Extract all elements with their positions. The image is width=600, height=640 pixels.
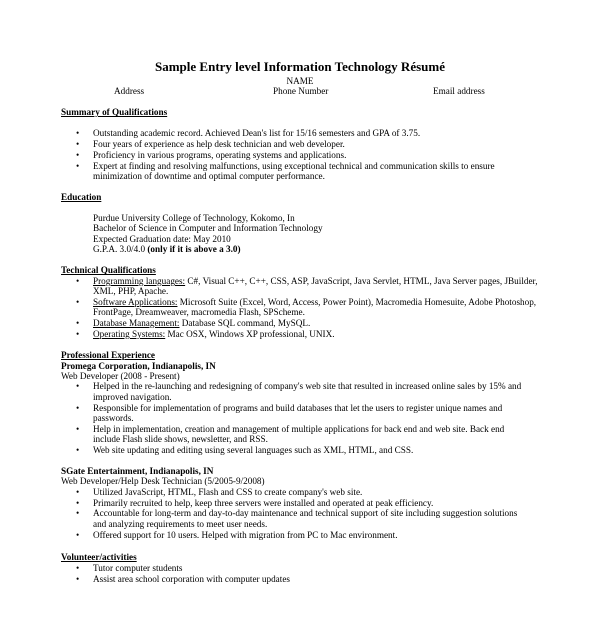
candidate-name: NAME [286,76,314,86]
software-value: Microsoft Suite (Excel, Word, Access, Power Point), Macromedia Homesuite, Adobe Photoshop, [177,297,537,307]
education-degree: Bachelor of Science in Computer and Information Technology [93,223,323,233]
summary-item: • Proficiency in various programs, operating systems and applications. [93,150,346,161]
gpa-text [93,244,241,254]
os-label: Operating Systems: [93,329,166,339]
job2-item: • Offered support for 10 users. Helped with migration from PC to Mac environment. [93,530,398,541]
job1-title: Web Developer (2008 - Present) [61,371,180,381]
summary-item-continued: minimization of downtime and optimal computer performance. [93,171,325,181]
gpa-value: G.P.A. 3.0/4.0 [93,244,148,254]
job1-company: Promega Corporation, Indianapolis, IN [61,361,216,371]
address-field: Address [114,86,145,96]
job2-item: • Primarily recruited to help, keep three servers were installed and operated at peak efficiency. [93,498,433,509]
job1-item-continued: passwords. [93,413,134,423]
job2-item-continued: and analyzing requirements to meet user needs. [93,519,268,529]
technical-heading: Technical Qualifications [61,265,156,275]
os-value: Mac OSX, Windows XP professional, UNIX. [165,329,335,339]
job1-item: • Help in implementation, creation and management of multiple applications for back end and web site. Back end [93,424,504,435]
email-field: Email address [433,86,485,96]
job2-title: Web Developer/Help Desk Technician (5/2005-9/2008) [61,476,265,486]
database-label: Database Management: [93,318,180,328]
software-label: Software Applications: [93,297,178,307]
tech-item-database [93,318,310,329]
tech-item-os [93,329,335,340]
education-graduation: Expected Graduation date: May 2010 [93,234,231,244]
education-gpa [93,244,241,255]
job2-item: • Utilized JavaScript, HTML, Flash and CSS to create company's web site. [93,487,362,498]
experience-heading: Professional Experience [61,350,155,360]
programming-label: Programming languages: [93,276,186,286]
volunteer-heading: Volunteer/activities [61,552,137,562]
gpa-note: (only if it is above a 3.0) [147,244,241,254]
volunteer-item: • Tutor computer students [93,563,183,574]
summary-item: • Expert at finding and resolving malfunctions, using exceptional technical and communication skills to ensure [93,161,495,172]
summary-item: • Four years of experience as help desk technician and web developer. [93,139,345,150]
database-value: Database SQL command, MySQL. [179,318,311,328]
phone-field: Phone Number [273,86,329,96]
education-heading: Education [61,192,102,202]
programming-value-continued: XML, PHP, Apache. [93,286,169,296]
summary-heading: Summary of Qualifications [61,107,168,117]
programming-value: C#, Visual C++, C++, CSS, ASP, JavaScript, Java Servlet, HTML, Java Server pages, JBuilder, [185,276,538,286]
job1-item: • Helped in the re-launching and redesigning of company's web site that resulted in increased online sales by 15% and [93,381,521,392]
software-value-continued: FrontPage, Dreamweaver, macromedia Flash, SPScheme. [93,307,305,317]
tech-item-programming [93,276,538,287]
job2-company: SGate Entertainment, Indianapolis, IN [61,466,214,476]
job1-item-continued: improved navigation. [93,392,172,402]
resume-title: Sample Entry level Information Technology Résumé [155,59,445,74]
volunteer-item: • Assist area school corporation with computer updates [93,574,290,585]
job1-item: • Web site updating and editing using several languages such as XML, HTML, and CSS. [93,445,413,456]
education-school: Purdue University College of Technology, Kokomo, In [93,213,295,223]
tech-item-software [93,297,536,308]
job1-item: • Responsible for implementation of programs and build databases that let the users to register unique names and [93,403,502,414]
job1-item-continued: include Flash slide shows, newsletter, and RSS. [93,434,268,444]
job2-item: • Accountable for long-term and day-to-day maintenance and technical support of site including suggestion solutions [93,508,517,519]
summary-item: • Outstanding academic record. Achieved Dean's list for 15/16 semesters and GPA of 3.75. [93,128,420,139]
